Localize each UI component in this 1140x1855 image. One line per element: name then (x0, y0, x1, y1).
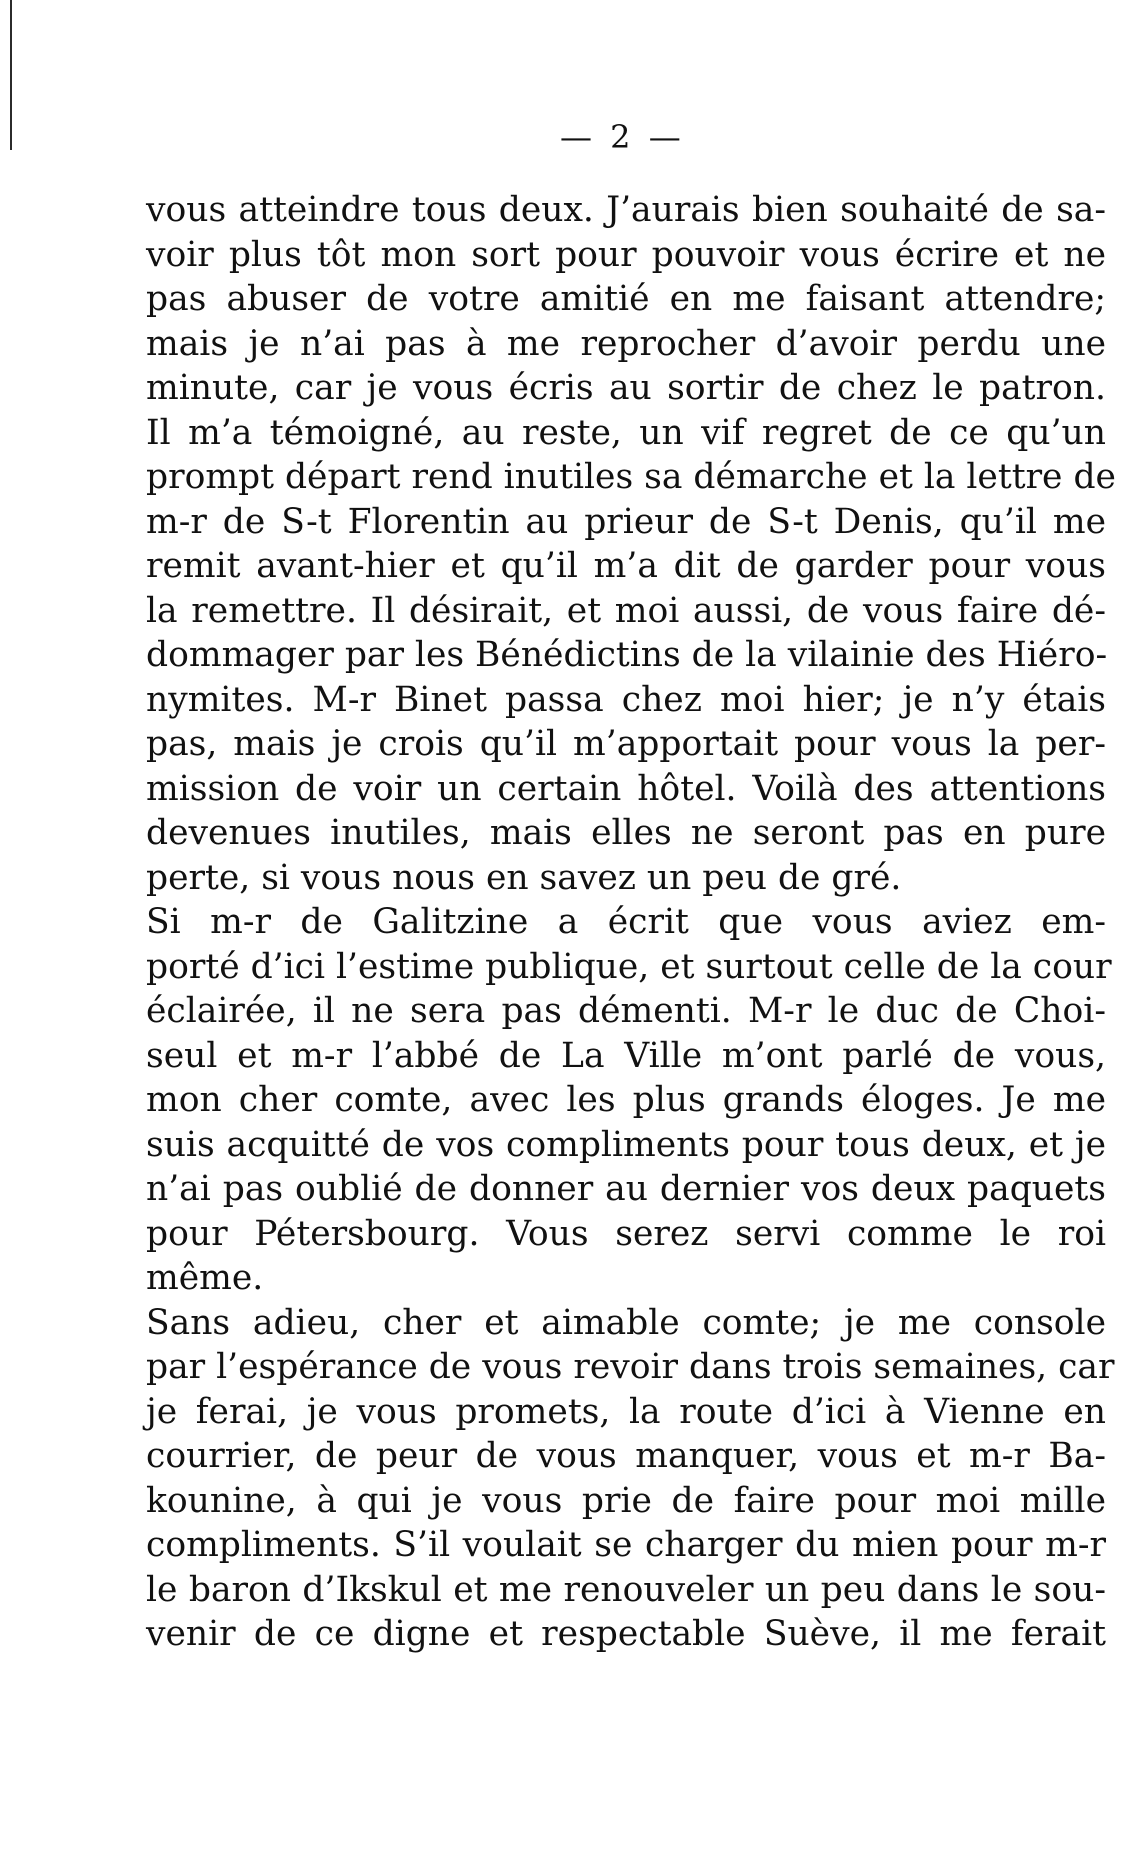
letter-body-text (146, 188, 1116, 1657)
text-line: nymites. M-r Binet passa chez moi hier; je n’y étais (146, 679, 1106, 720)
text-line: voir plus tôt mon sort pour pouvoir vous écrire et ne (146, 234, 1106, 275)
text-line: seul et m-r l’abbé de La Ville m’ont parlé de vous, (146, 1035, 1106, 1076)
scan-margin-line (10, 0, 12, 150)
text-line: venir de ce digne et respectable Suève, il me ferait (146, 1614, 1106, 1654)
text-line: je ferai, je vous promets, la route d’ici à Vienne en (146, 1391, 1106, 1432)
text-line: kounine, à qui je vous prie de faire pour moi mille (146, 1480, 1106, 1521)
text-line: prompt départ rend inutiles sa démarche et la lettre de (146, 457, 1116, 497)
text-line: courrier, de peur de vous manquer, vous et m-r Ba- (146, 1436, 1106, 1476)
text-line: suis acquitté de vos compliments pour tous deux, et je (146, 1124, 1106, 1165)
text-line: Si m-r de Galitzine a écrit que vous aviez em- (146, 902, 1106, 942)
text-line: devenues inutiles, mais elles ne seront pas en pure (146, 813, 1106, 853)
text-line: pas, mais je crois qu’il m’apportait pour vous la per- (146, 724, 1106, 764)
text-line: par l’espérance de vous revoir dans trois semaines, car (146, 1347, 1115, 1387)
text-line: Sans adieu, cher et aimable comte; je me console (146, 1302, 1106, 1343)
text-line: vous atteindre tous deux. J’aurais bien souhaité de sa- (146, 190, 1106, 230)
text-line: le baron d’Ikskul et me renouveler un peu dans le sou- (146, 1569, 1106, 1610)
text-line: éclairée, il ne sera pas démenti. M-r le duc de Choi- (146, 991, 1106, 1031)
text-line: m-r de S-t Florentin au prieur de S-t Denis, qu’il me (146, 501, 1106, 542)
text-line: mission de voir un certain hôtel. Voilà des attentions (146, 768, 1106, 809)
text-line: porté d’ici l’estime publique, et surtout celle de la cour (146, 946, 1112, 987)
text-line: mon cher comte, avec les plus grands éloges. Je me (146, 1080, 1106, 1120)
text-line: remit avant-hier et qu’il m’a dit de garder pour vous (146, 546, 1106, 586)
text-line: compliments. S’il voulait se charger du mien pour m-r (146, 1525, 1106, 1565)
text-line: pas abuser de votre amitié en me faisant attendre; (146, 279, 1106, 319)
text-line: n’ai pas oublié de donner au dernier vos deux paquets (146, 1169, 1106, 1209)
page-number: — 2 — (560, 118, 685, 156)
text-line: même. (146, 1258, 264, 1298)
text-line: perte, si vous nous en savez un peu de gré. (146, 857, 902, 898)
text-line: dommager par les Bénédictins de la vilainie des Hiéro- (146, 635, 1108, 675)
text-line: Il m’a témoigné, au reste, un vif regret de ce qu’un (146, 412, 1106, 453)
text-line: mais je n’ai pas à me reprocher d’avoir perdu une (146, 323, 1106, 364)
text-line: la remettre. Il désirait, et moi aussi, de vous faire dé- (146, 590, 1106, 631)
text-line: pour Pétersbourg. Vous serez servi comme le roi (146, 1213, 1106, 1254)
text-line: minute, car je vous écris au sortir de chez le patron. (146, 368, 1106, 408)
